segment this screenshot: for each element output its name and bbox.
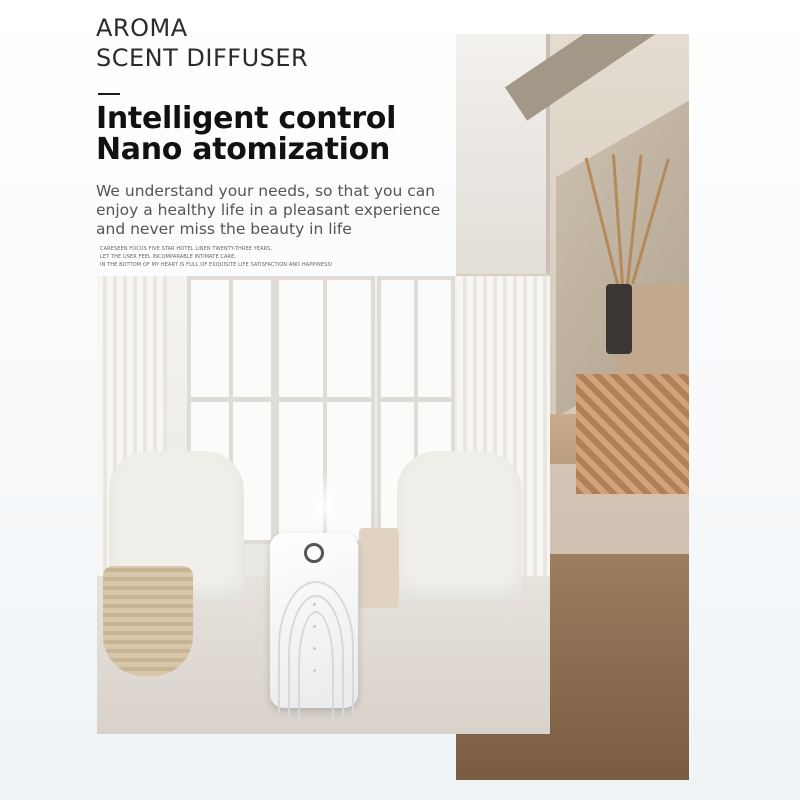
rattan-stool (103, 566, 193, 676)
device-dot (313, 603, 316, 606)
headline-intelligent-control: Intelligent control (96, 101, 397, 136)
description-line-1: We understand your needs, so that you can (96, 182, 436, 200)
side-table (359, 528, 399, 608)
device-dot (313, 625, 316, 628)
device-wave (298, 611, 334, 723)
fine-print-line-1: CARESEEN FOCUS FIVE STAR HOTEL LINEN TWENTY-THREE YEARS, (100, 246, 273, 252)
scent-diffuser-device (270, 533, 358, 708)
lattice-table (576, 374, 689, 494)
title-dash (98, 93, 120, 95)
nozzle-icon (304, 543, 324, 563)
fine-print-line-3: IN THE BOTTOM OF MY HEART IS FULL OF EXQUISITE LIFE SATISFACTION AND HAPPINESS! (100, 262, 333, 268)
brand-line-scent-diffuser: SCENT DIFFUSER (96, 44, 309, 72)
mist (300, 470, 350, 540)
device-dot (313, 647, 316, 650)
fine-print-line-2: LET THE USER FEEL INCOMPARABLE INTIMATE CARE, (100, 254, 237, 260)
brand-line-aroma: AROMA (96, 14, 188, 42)
headline-nano-atomization: Nano atomization (96, 132, 390, 167)
armchair-right (397, 451, 522, 601)
reed-vase (606, 284, 632, 354)
description-line-2: enjoy a healthy life in a pleasant experience (96, 201, 441, 219)
description-line-3: and never miss the beauty in life (96, 220, 352, 238)
device-dot (313, 669, 316, 672)
